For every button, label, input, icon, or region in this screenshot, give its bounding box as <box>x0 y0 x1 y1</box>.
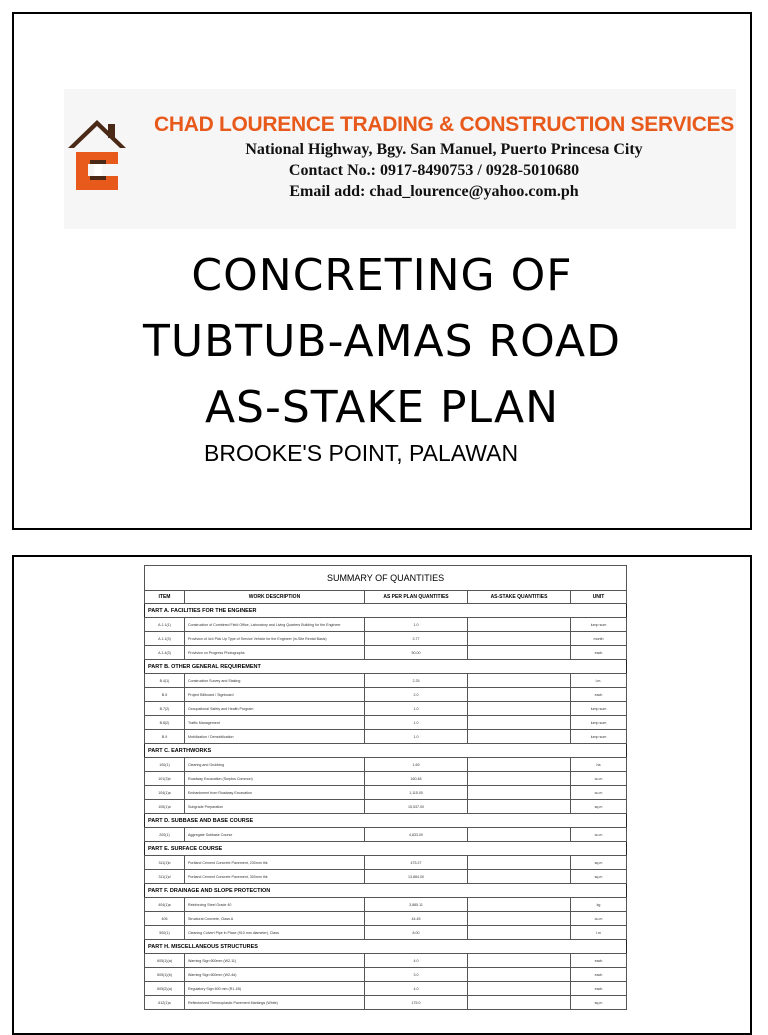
part-heading-row <box>145 842 627 856</box>
cell-unit: each <box>571 688 627 702</box>
table-row <box>145 828 627 842</box>
table-row <box>145 898 627 912</box>
cell-stake-qty <box>468 674 571 688</box>
summary-table <box>144 565 627 1010</box>
cell-item: A.1.1(3) <box>145 632 185 646</box>
project-location: BROOKE'S POINT, PALAWAN <box>204 440 519 466</box>
cell-description: Regulatory Sign 600 mm (R1-1B) <box>185 982 365 996</box>
cell-item: B.9 <box>145 730 185 744</box>
cell-plan-qty: 1,115.00 <box>365 786 468 800</box>
cell-item: 105(1)a <box>145 800 185 814</box>
cell-description: Construction Survey and Staking <box>185 674 365 688</box>
part-title: PART F. DRAINAGE AND SLOPE PROTECTION <box>145 884 627 898</box>
company-address: National Highway, Bgy. San Manuel, Puerto Princesa City <box>245 141 643 158</box>
company-email: Email add: chad_lourence@yahoo.com.ph <box>289 183 579 200</box>
project-title-line-3: AS-STAKE PLAN <box>204 382 560 433</box>
cell-item: 311(1)d <box>145 870 185 884</box>
cell-unit: cu.m <box>571 772 627 786</box>
cell-item: A.1.1(1) <box>145 618 185 632</box>
table-row <box>145 674 627 688</box>
cell-plan-qty: 3.77 <box>365 632 468 646</box>
part-heading-row <box>145 814 627 828</box>
table-row <box>145 758 627 772</box>
part-heading-row <box>145 884 627 898</box>
letterhead <box>64 89 736 229</box>
cell-stake-qty <box>468 702 571 716</box>
header-item: ITEM <box>145 591 185 604</box>
cell-description: Roadway Excavation (Surplus Common) <box>185 772 365 786</box>
table-row <box>145 632 627 646</box>
table-row <box>145 856 627 870</box>
cell-unit: each <box>571 968 627 982</box>
cell-description: Reflectorized Thermoplastic Pavement Markings (White) <box>185 996 365 1010</box>
part-heading-row <box>145 604 627 618</box>
cell-plan-qty: 1.0 <box>365 730 468 744</box>
cell-plan-qty: 3,885.11 <box>365 898 468 912</box>
cell-unit: l.m <box>571 926 627 940</box>
cell-plan-qty: 4.0 <box>365 954 468 968</box>
cell-stake-qty <box>468 772 571 786</box>
part-title: PART B. OTHER GENERAL REQUIREMENT <box>145 660 627 674</box>
table-row <box>145 926 627 940</box>
table-row <box>145 646 627 660</box>
table-row <box>145 800 627 814</box>
cell-description: Occupational Safety and Health Program <box>185 702 365 716</box>
cell-stake-qty <box>468 716 571 730</box>
cell-unit: ha <box>571 758 627 772</box>
cell-stake-qty <box>468 968 571 982</box>
cell-item: 100(1) <box>145 758 185 772</box>
table-row <box>145 730 627 744</box>
cell-item: 605(1)(a) <box>145 954 185 968</box>
header-work-description: WORK DESCRIPTION <box>185 591 365 604</box>
part-title: PART D. SUBBASE AND BASE COURSE <box>145 814 627 828</box>
cell-unit: lump sum <box>571 730 627 744</box>
cell-plan-qty: 8.00 <box>365 926 468 940</box>
cell-plan-qty: 475.27 <box>365 856 468 870</box>
cell-unit: each <box>571 982 627 996</box>
table-row <box>145 996 627 1010</box>
cell-unit: sq.m <box>571 856 627 870</box>
cell-stake-qty <box>468 954 571 968</box>
cell-plan-qty: 160.48 <box>365 772 468 786</box>
part-title: PART E. SURFACE COURSE <box>145 842 627 856</box>
cell-item: 101(3)b <box>145 772 185 786</box>
cell-unit: lump sum <box>571 702 627 716</box>
company-logo-icon <box>66 114 128 194</box>
cell-item: A.1.4(3) <box>145 646 185 660</box>
part-heading-row <box>145 744 627 758</box>
cell-unit: kg <box>571 898 627 912</box>
part-heading-row <box>145 940 627 954</box>
cell-plan-qty: 1.0 <box>365 702 468 716</box>
cell-stake-qty <box>468 800 571 814</box>
cell-stake-qty <box>468 632 571 646</box>
cell-stake-qty <box>468 786 571 800</box>
cell-item: B.4(1) <box>145 674 185 688</box>
table-row <box>145 716 627 730</box>
cell-description: Warning Sign 600mm (W2-11) <box>185 954 365 968</box>
cell-description: Project Billboard / Signboard <box>185 688 365 702</box>
table-row <box>145 954 627 968</box>
cell-plan-qty: 2.25 <box>365 674 468 688</box>
cell-unit: cu.m <box>571 786 627 800</box>
cell-stake-qty <box>468 688 571 702</box>
cell-item: 405 <box>145 912 185 926</box>
cell-stake-qty <box>468 758 571 772</box>
cell-description: Mobilization / Demobilization <box>185 730 365 744</box>
project-title-line-2: TUBTUB-AMAS ROAD <box>143 316 621 367</box>
cell-description: Clearing and Grubbing <box>185 758 365 772</box>
cell-description: Cleaning Culvert Pipe in Place (910 mm diameter), Class <box>185 926 365 940</box>
cell-description: Aggregate Subbase Course <box>185 828 365 842</box>
cell-item: 200(1) <box>145 828 185 842</box>
cell-description: Construction of Combined Field Office, Laboratory and Living Quarters Building for the Engineer <box>185 618 365 632</box>
cell-description: Portland Cement Concrete Pavement, 300mm thk <box>185 870 365 884</box>
table-row <box>145 912 627 926</box>
cell-plan-qty: 4,833.00 <box>365 828 468 842</box>
cell-unit: each <box>571 646 627 660</box>
cell-description: Provision on Progress Photographs <box>185 646 365 660</box>
project-title-line-1: CONCRETING OF <box>191 250 573 301</box>
table-row <box>145 786 627 800</box>
part-title: PART H. MISCELLANEOUS STRUCTURES <box>145 940 627 954</box>
cell-item: 605(2)(a) <box>145 982 185 996</box>
cell-description: Portland Cement Concrete Pavement, 230mm thk <box>185 856 365 870</box>
cell-unit: sq.m <box>571 870 627 884</box>
cell-stake-qty <box>468 996 571 1010</box>
cell-plan-qty: 15,537.00 <box>365 800 468 814</box>
cell-description: Subgrade Preparation <box>185 800 365 814</box>
cell-stake-qty <box>468 856 571 870</box>
cell-plan-qty: 1.0 <box>365 716 468 730</box>
cell-description: Embankment from Roadway Excavation <box>185 786 365 800</box>
cell-stake-qty <box>468 646 571 660</box>
table-row <box>145 618 627 632</box>
cell-plan-qty: 175.0 <box>365 996 468 1010</box>
table-caption: SUMMARY OF QUANTITIES <box>145 566 627 591</box>
part-heading-row <box>145 660 627 674</box>
cell-unit: l.m. <box>571 674 627 688</box>
cell-unit: cu.m <box>571 828 627 842</box>
cell-description: Structural Concrete, Class A <box>185 912 365 926</box>
header-unit: UNIT <box>571 591 627 604</box>
part-title: PART C. EARTHWORKS <box>145 744 627 758</box>
cell-plan-qty: 2.0 <box>365 688 468 702</box>
part-title: PART A. FACILITIES FOR THE ENGINEER <box>145 604 627 618</box>
cell-plan-qty: 50.00 <box>365 646 468 660</box>
cell-plan-qty: 1.69 <box>365 758 468 772</box>
table-row <box>145 688 627 702</box>
cell-unit: each <box>571 954 627 968</box>
cell-unit: lump sum <box>571 618 627 632</box>
company-contact: Contact No.: 0917-8490753 / 0928-5010680 <box>288 162 580 179</box>
cell-plan-qty: 44.45 <box>365 912 468 926</box>
cell-stake-qty <box>468 898 571 912</box>
cell-item: B.8(2) <box>145 716 185 730</box>
table-row <box>145 982 627 996</box>
table-row <box>145 702 627 716</box>
cell-unit: sq.m <box>571 800 627 814</box>
cell-stake-qty <box>468 982 571 996</box>
cell-item: 404(1)a <box>145 898 185 912</box>
cell-item: 612(1)a <box>145 996 185 1010</box>
cell-plan-qty: 1.0 <box>365 618 468 632</box>
cover-page <box>12 12 752 530</box>
header-as-per-plan: AS PER PLAN QUANTITIES <box>365 591 468 604</box>
cell-item: 104(1)a <box>145 786 185 800</box>
company-name: CHAD LOURENCE TRADING & CONSTRUCTION SERVICES <box>154 113 734 136</box>
cell-unit: month <box>571 632 627 646</box>
header-as-stake: AS-STAKE QUANTITIES <box>468 591 571 604</box>
cell-plan-qty: 3.0 <box>365 968 468 982</box>
cell-description: Reinforcing Steel Grade 40 <box>185 898 365 912</box>
cell-description: Provision of 4x4 Pick Up Type of Service Vehicle for the Engineer (in-Site Rental Basis) <box>185 632 365 646</box>
cell-item: 311(1)b <box>145 856 185 870</box>
cell-unit: cu.m <box>571 912 627 926</box>
cell-unit: sq.m <box>571 996 627 1010</box>
table-row <box>145 772 627 786</box>
summary-sheet <box>12 555 752 1035</box>
cell-unit: lump sum <box>571 716 627 730</box>
cell-stake-qty <box>468 828 571 842</box>
cell-item: B.7(2) <box>145 702 185 716</box>
cell-stake-qty <box>468 730 571 744</box>
cell-plan-qty: 4.0 <box>365 982 468 996</box>
cell-item: B.5 <box>145 688 185 702</box>
cell-stake-qty <box>468 926 571 940</box>
cell-stake-qty <box>468 870 571 884</box>
cell-item: 605(1)(b) <box>145 968 185 982</box>
table-row <box>145 968 627 982</box>
cell-description: Warning Sign 600mm (W2-4d) <box>185 968 365 982</box>
cell-description: Traffic Management <box>185 716 365 730</box>
cell-stake-qty <box>468 618 571 632</box>
cell-stake-qty <box>468 912 571 926</box>
table-row <box>145 870 627 884</box>
cell-plan-qty: 13,884.00 <box>365 870 468 884</box>
cell-item: 500(1) <box>145 926 185 940</box>
